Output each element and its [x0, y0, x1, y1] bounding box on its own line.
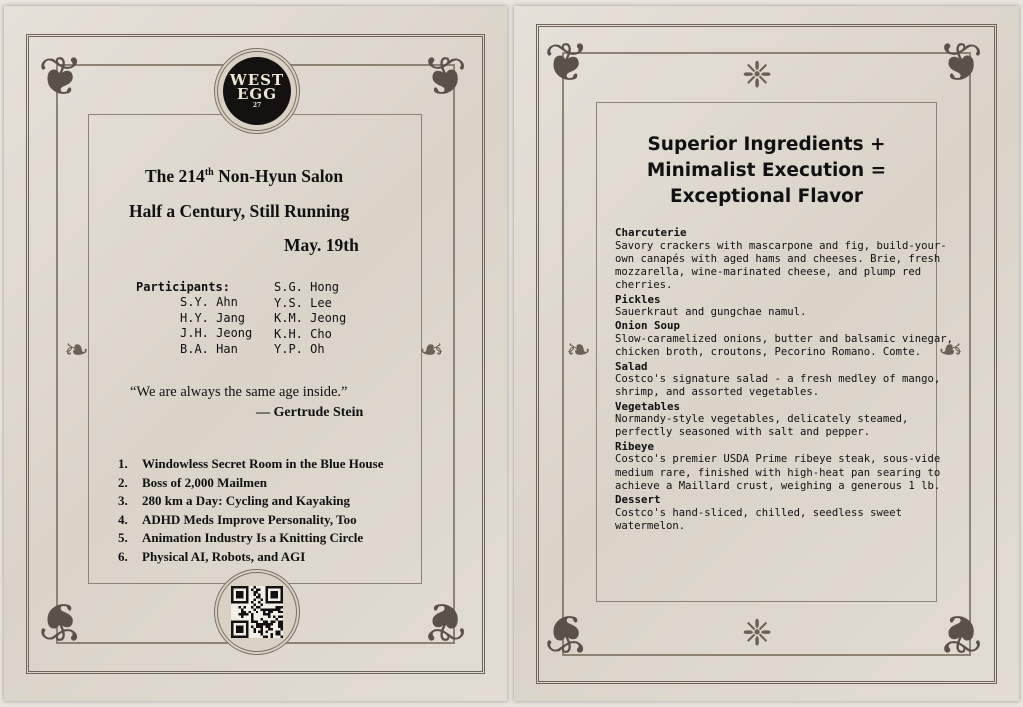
menu-card — [514, 6, 1019, 701]
menu-category: Salad — [615, 359, 648, 373]
menu-description: Slow-caramelized onions, butter and balsamic vinegar, chicken broth, croutons, Pecorino Romano. Comte. — [615, 332, 954, 359]
menu-description: Costco's signature salad - a fresh medley of mango, shrimp, and assorted vegetables. — [615, 373, 941, 399]
topic-item — [118, 511, 383, 530]
menu-list — [615, 226, 960, 533]
crest-ornament-icon: ❈ — [742, 55, 773, 96]
menu-heading-line-1: Superior Ingredients + — [647, 134, 886, 155]
menu-description: Savory crackers with mascarpone and fig, build-your-own canapés with aged hams and cheeses. Brie, fresh mozzarella, wine-marinated cheese, and plump red cherries. — [615, 239, 947, 292]
scroll-ornament-icon: ❧ — [938, 333, 964, 368]
menu-heading-line-3: Exceptional Flavor — [669, 186, 863, 207]
participants-label: Participants: — [136, 280, 230, 294]
logo-text-west: WEST — [229, 70, 285, 89]
event-title: The 214th Non-Hyun Salon — [145, 166, 344, 186]
scroll-ornament-icon: ❧ — [64, 333, 90, 368]
quote-text: “We are always the same age inside.” — [130, 384, 348, 400]
corner-ornament-icon: ❦ — [38, 590, 84, 653]
menu-category: Onion Soup — [615, 319, 681, 333]
participants-column-2 — [274, 280, 346, 358]
topic-item — [118, 548, 383, 567]
topic-text: Windowless Secret Room in the Blue House — [142, 456, 384, 471]
topic-text: Boss of 2,000 Mailmen — [142, 474, 267, 490]
corner-ornament-icon: ❦ — [544, 602, 590, 665]
event-subtitle: Half a Century, Still Running — [129, 201, 350, 221]
corner-ornament-icon: ❦ — [422, 45, 468, 108]
topic-item — [118, 529, 383, 548]
menu-category: Vegetables — [615, 399, 681, 413]
scroll-ornament-icon: ❧ — [566, 333, 592, 368]
topic-number: 4. — [118, 511, 128, 527]
event-date: May. 19th — [284, 235, 359, 255]
participants-column-1 — [180, 295, 252, 357]
menu-description: Costco's premier USDA Prime ribeye steak, sous-vide medium rare, finished with high-heat pan searing to achieve a Maillard crust, weighing a generous 1 lb. — [615, 453, 941, 492]
menu-description: Normandy-style vegetables, delicately steamed, perfectly seasoned with salt and pepper. — [615, 413, 909, 439]
topic-item — [118, 474, 383, 493]
menu-category: Ribeye — [615, 439, 655, 453]
crest-ornament-icon: ❈ — [742, 613, 773, 654]
menu-category: Dessert — [615, 493, 661, 507]
participant-name: K.H. Cho — [274, 326, 332, 341]
quote-author: — Gertrude Stein — [256, 405, 364, 420]
logo-text-egg: EGG — [236, 85, 278, 104]
menu-description: Sauerkraut and gungchae namul. — [615, 306, 807, 319]
topic-number: 2. — [118, 474, 128, 490]
invitation-card — [4, 6, 507, 701]
logo-text-number: 27 — [252, 102, 262, 110]
topic-number: 5. — [118, 530, 128, 546]
topic-item — [118, 492, 383, 511]
menu-category: Charcuterie — [615, 226, 687, 239]
corner-ornament-icon: ❦ — [38, 45, 84, 108]
topic-number: 1. — [118, 456, 128, 471]
participant-name: K.M. Jeong — [274, 311, 347, 325]
corner-ornament-icon: ❦ — [938, 31, 984, 94]
topic-text: Animation Industry Is a Knitting Circle — [142, 530, 364, 546]
topic-number: 3. — [118, 493, 128, 509]
logo-medallion — [214, 48, 300, 134]
qr-code-icon[interactable] — [231, 586, 283, 638]
participant-name: S.G. Hong — [274, 280, 340, 294]
topics-list — [118, 455, 383, 567]
topic-text: ADHD Meds Improve Personality, Too — [142, 511, 357, 527]
topic-text: 280 km a Day: Cycling and Kayaking — [142, 493, 351, 509]
participant-name: J.H. Jeong — [180, 326, 253, 340]
participant-name: B.A. Han — [180, 341, 238, 356]
topic-text: Physical AI, Robots, and AGI — [142, 548, 306, 564]
topic-number: 6. — [118, 548, 128, 564]
corner-ornament-icon: ❦ — [544, 31, 590, 94]
scroll-ornament-icon: ❧ — [419, 333, 445, 368]
menu-heading-line-2: Minimalist Execution = — [646, 160, 887, 181]
participant-name: Y.S. Lee — [274, 295, 332, 310]
participant-name: S.Y. Ahn — [180, 295, 238, 309]
participant-name: H.Y. Jang — [180, 310, 246, 325]
corner-ornament-icon: ❦ — [422, 590, 468, 653]
menu-description: Costco's hand-sliced, chilled, seedless sweet watermelon. — [615, 506, 903, 532]
qr-medallion — [214, 569, 300, 655]
corner-ornament-icon: ❦ — [938, 602, 984, 665]
west-egg-logo — [223, 57, 291, 125]
menu-category: Pickles — [615, 292, 661, 306]
topic-item — [118, 455, 383, 474]
participant-name: Y.P. Oh — [274, 342, 325, 356]
